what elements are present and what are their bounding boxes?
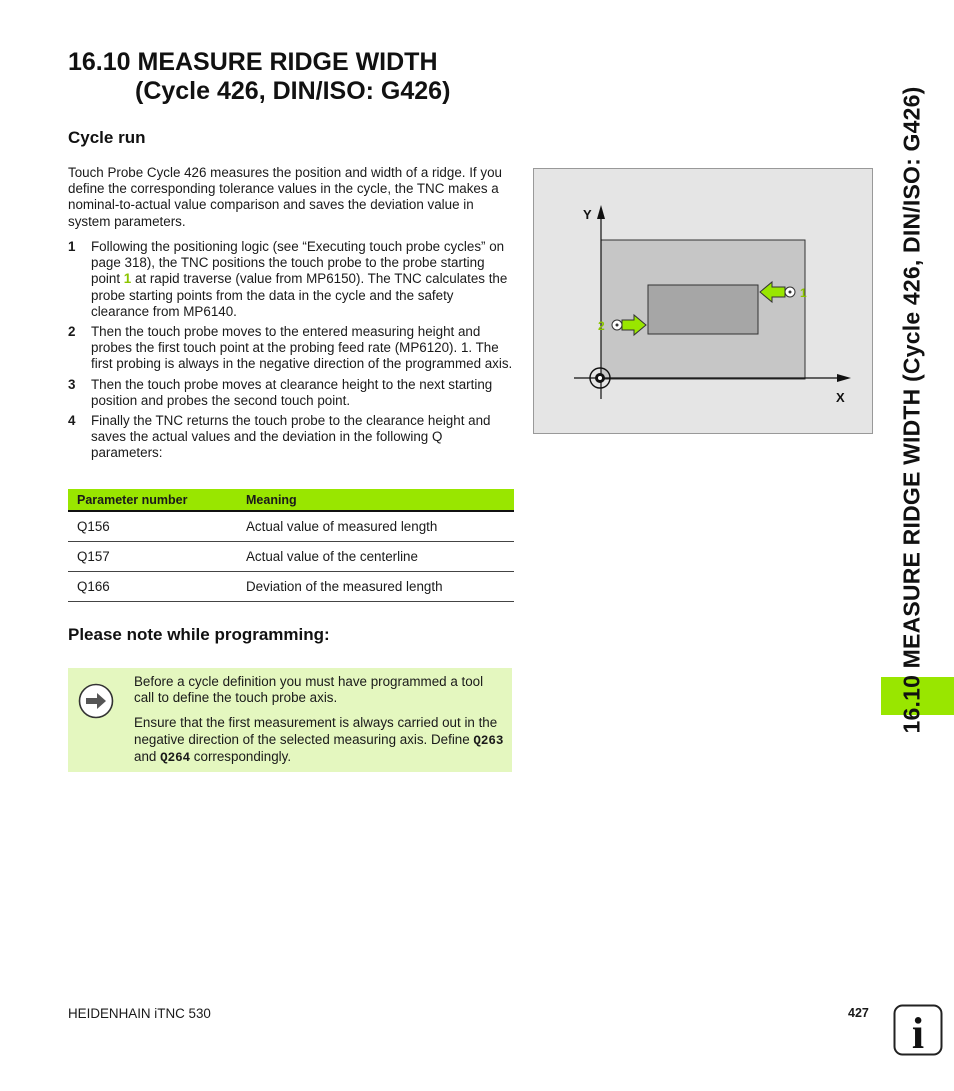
- side-title-text: 16.10 MEASURE RIDGE WIDTH (Cycle 426, DIN/ISO: G426): [898, 86, 925, 734]
- column-header: Parameter number: [68, 489, 237, 511]
- param-code: Q264: [160, 750, 191, 765]
- step-item: [68, 239, 514, 320]
- page-title-line1: 16.10 MEASURE RIDGE WIDTH: [68, 48, 438, 76]
- table-row: [68, 542, 514, 572]
- y-axis-label: Y: [583, 207, 592, 222]
- parameter-meaning: Deviation of the measured length: [237, 572, 514, 602]
- step-text: Then the touch probe moves at clearance height to the next starting position and probes the second touch point.: [91, 376, 493, 408]
- intro-paragraph: Touch Probe Cycle 426 measures the position and width of a ridge. If you define the corresponding tolerance values in the cycle, the TNC makes a nominal-to-actual value comparison and saves the deviation value in system parameters.: [68, 165, 502, 229]
- step-text: at rapid traverse (value from MP6150). The TNC calculates the probe starting points from the data in the cycle and the safety clearance from MP6140.: [91, 271, 508, 319]
- step-text: Then the touch probe moves to the entered measuring height and probes the first touch point at the probing feed rate (MP6120). 1. The first probing is always in the negative direction of the programmed axis.: [91, 324, 513, 372]
- step-number: 1: [68, 239, 76, 254]
- table-row: [68, 511, 514, 542]
- parameters-table: [68, 489, 514, 602]
- step-item: [68, 324, 514, 373]
- step-text: Following the positioning logic (see “Executing touch probe cycles” on page 318), the TNC positions the touch probe to the probe starting point: [91, 239, 505, 287]
- y-axis-arrow: [597, 205, 605, 219]
- table-row: [68, 572, 514, 602]
- diagram-canvas: [534, 169, 874, 435]
- point-label-1: 1: [800, 286, 807, 300]
- step-item: [68, 413, 514, 462]
- param-code: Q263: [473, 733, 504, 748]
- ridge-diagram: [533, 168, 873, 434]
- table-header-row: [68, 489, 514, 511]
- step-point-ref: 1: [123, 271, 132, 287]
- cycle-run-heading: Cycle run: [68, 128, 146, 147]
- info-glyph: i: [911, 1009, 925, 1056]
- note-box: [68, 668, 512, 772]
- note-text: Ensure that the first measurement is always carried out in the negative direction of the selected measuring axis. Define: [134, 715, 498, 747]
- parameter-number: Q156: [68, 511, 237, 542]
- note-text: and: [134, 748, 161, 764]
- column-header: Meaning: [237, 489, 514, 511]
- info-icon: [893, 1004, 943, 1056]
- step-number: 2: [68, 324, 76, 340]
- programming-note-heading: Please note while programming:: [68, 625, 330, 644]
- note-text: correspondingly.: [190, 748, 292, 764]
- page-number: 427: [848, 1006, 869, 1020]
- parameter-number: Q166: [68, 572, 237, 602]
- x-axis-arrow: [837, 374, 851, 382]
- page-title: [68, 48, 450, 106]
- point-label-2: 2: [598, 319, 605, 333]
- x-axis-label: X: [836, 390, 845, 405]
- step-number: 3: [68, 376, 76, 392]
- parameter-meaning: Actual value of measured length: [237, 511, 514, 542]
- arrow-right-icon: [78, 683, 114, 719]
- footer-product: HEIDENHAIN iTNC 530: [68, 1006, 211, 1021]
- step-text: Finally the TNC returns the touch probe to the clearance height and saves the actual values and the deviation in the following Q parameters:: [91, 413, 491, 461]
- parameter-number: Q157: [68, 542, 237, 572]
- steps-list: [68, 239, 514, 466]
- step-number: 4: [68, 413, 76, 429]
- step-item: [68, 377, 514, 409]
- note-paragraph: [134, 715, 506, 766]
- parameter-meaning: Actual value of the centerline: [237, 542, 514, 572]
- note-paragraph: Before a cycle definition you must have programmed a tool call to define the touch probe axis.: [134, 674, 484, 706]
- page-title-line2: (Cycle 426, DIN/ISO: G426): [135, 77, 451, 105]
- ridge: [648, 285, 758, 334]
